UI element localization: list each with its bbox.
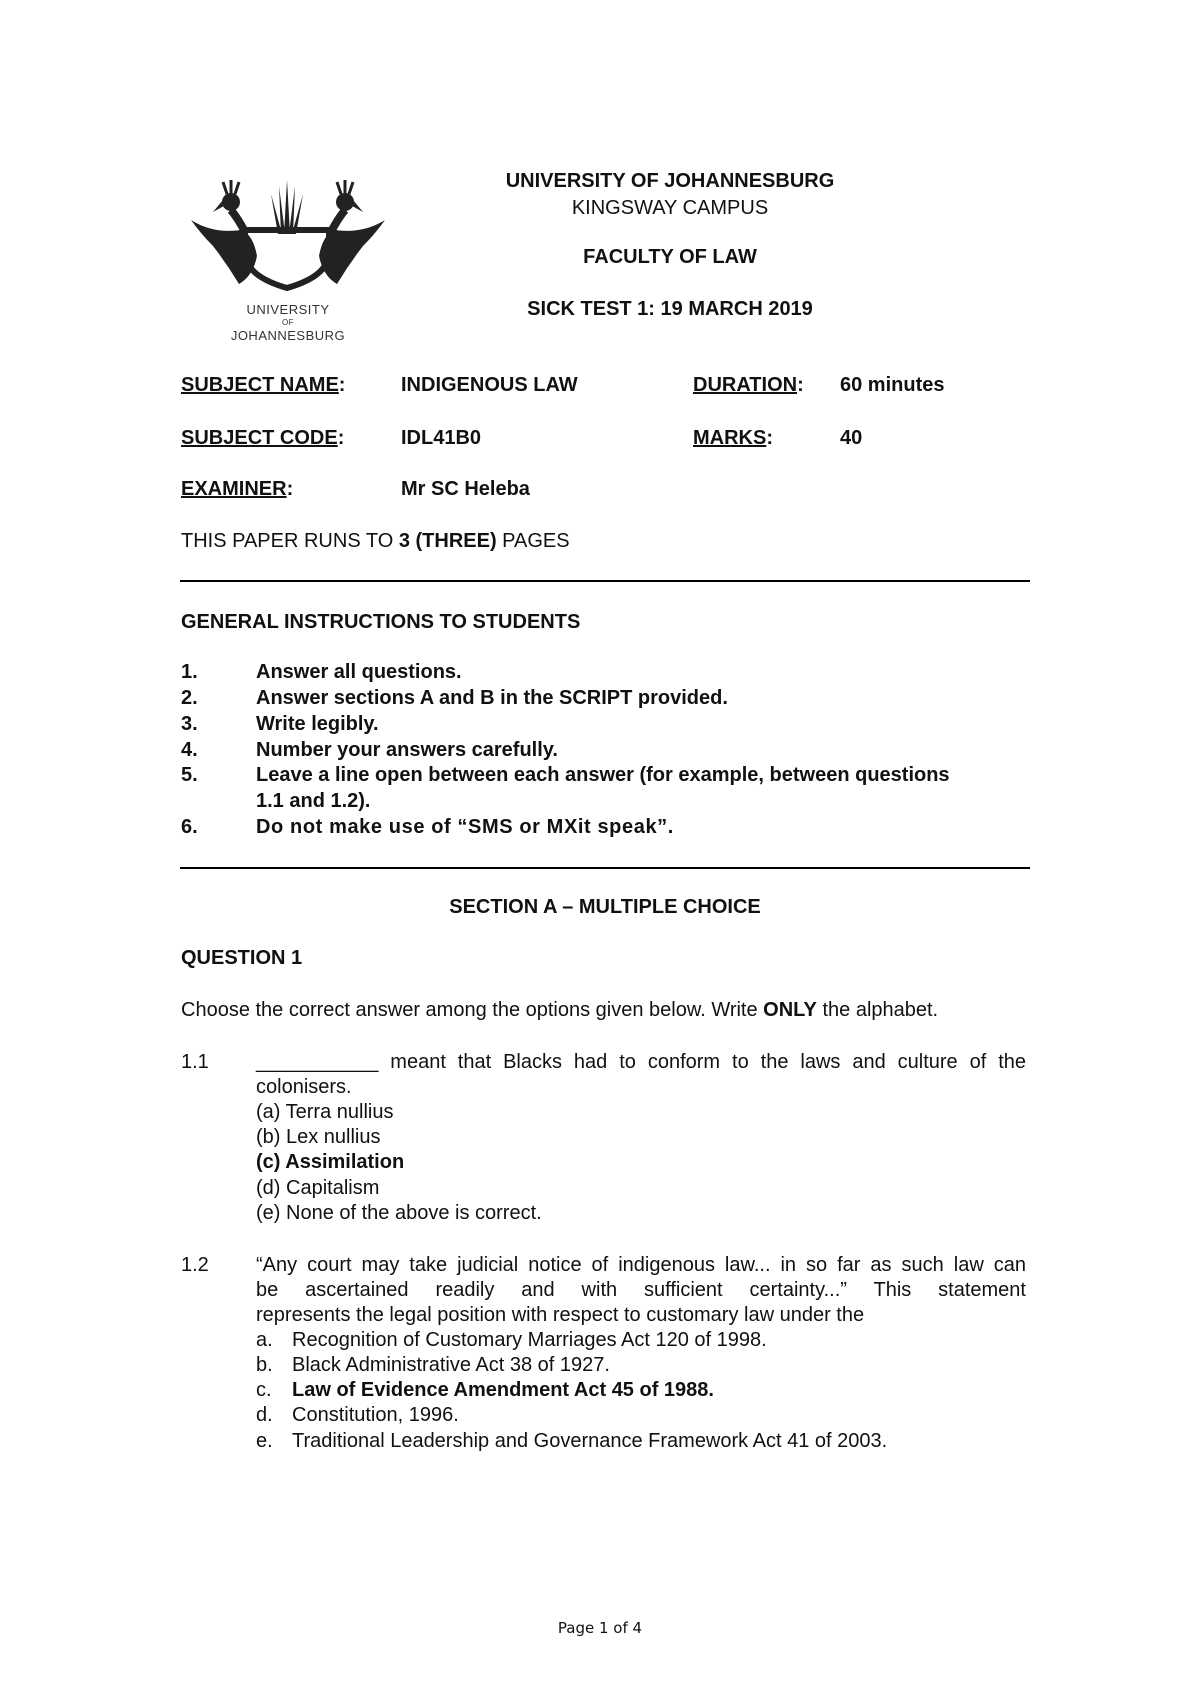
- subject-code-value: IDL41B0: [401, 427, 482, 449]
- answer-option: (a) Terra nullius: [256, 1101, 394, 1123]
- question-text-continued: represents the legal position with respect to customary law under the: [256, 1304, 865, 1326]
- answer-option: d. Constitution, 1996.: [256, 1404, 459, 1426]
- logo-johannesburg-text: JOHANNESBURG: [230, 328, 346, 343]
- question-text-continued: be ascertained readily and with sufficient certainty...” This statement: [256, 1279, 1026, 1301]
- instruction-text: Write legibly.: [256, 713, 379, 735]
- instruction-text: Answer all questions.: [256, 661, 462, 683]
- university-logo: [183, 172, 393, 350]
- instruction-number: 5.: [181, 764, 198, 786]
- divider: [180, 867, 1030, 869]
- divider: [180, 580, 1030, 582]
- campus-name: KINGSWAY CAMPUS: [571, 197, 769, 219]
- question-text: ___________ meant that Blacks had to conform to the laws and culture of the: [256, 1051, 1026, 1073]
- marks-label: MARKS:: [693, 427, 774, 449]
- examiner-value: Mr SC Heleba: [401, 478, 530, 500]
- examiner-label: EXAMINER:: [181, 478, 294, 500]
- page-number: Page 1 of 4: [557, 1619, 643, 1637]
- subject-name-value: INDIGENOUS LAW: [401, 374, 578, 396]
- page-count-note: THIS PAPER RUNS TO 3 (THREE) PAGES: [181, 530, 570, 552]
- instruction-number: 4.: [181, 739, 198, 761]
- subject-code-label: SUBJECT CODE:: [181, 427, 345, 449]
- subject-name-label: SUBJECT NAME:: [181, 374, 346, 396]
- answer-option: a. Recognition of Customary Marriages Act 120 of 1998.: [256, 1329, 767, 1351]
- university-name: UNIVERSITY OF JOHANNESBURG: [505, 170, 835, 192]
- question-instructions: Choose the correct answer among the options given below. Write ONLY the alphabet.: [181, 999, 939, 1021]
- question-number: 1.1: [181, 1051, 209, 1073]
- instruction-number: 2.: [181, 687, 198, 709]
- answer-option-correct: c. Law of Evidence Amendment Act 45 of 1988.: [256, 1379, 714, 1401]
- duration-value: 60 minutes: [840, 374, 945, 396]
- instruction-number: 1.: [181, 661, 198, 683]
- answer-option: b. Black Administrative Act 38 of 1927.: [256, 1354, 610, 1376]
- instruction-text: Number your answers carefully.: [256, 739, 558, 761]
- instructions-title: GENERAL INSTRUCTIONS TO STUDENTS: [181, 611, 581, 633]
- question-text-continued: colonisers.: [256, 1076, 352, 1098]
- instruction-number: 3.: [181, 713, 198, 735]
- logo-university-text: UNIVERSITY: [246, 302, 330, 317]
- instruction-number: 6.: [181, 816, 198, 838]
- logo-of-text: OF: [281, 318, 295, 327]
- answer-option: e. Traditional Leadership and Governance Framework Act 41 of 2003.: [256, 1430, 888, 1452]
- answer-option: (b) Lex nullius: [256, 1126, 381, 1148]
- marks-value: 40: [840, 427, 863, 449]
- answer-option: (e) None of the above is correct.: [256, 1202, 542, 1224]
- instruction-text: Leave a line open between each answer (for example, between questions: [256, 764, 950, 786]
- faculty-name: FACULTY OF LAW: [583, 246, 757, 268]
- question-number: 1.2: [181, 1254, 209, 1276]
- instruction-text-continued: 1.1 and 1.2).: [256, 790, 371, 812]
- section-title: SECTION A – MULTIPLE CHOICE: [449, 896, 761, 918]
- question-text: “Any court may take judicial notice of indigenous law... in so far as such law can: [256, 1254, 1026, 1276]
- answer-option: (d) Capitalism: [256, 1177, 380, 1199]
- hornbill-crest-icon: [183, 172, 393, 297]
- test-title: SICK TEST 1: 19 MARCH 2019: [527, 298, 813, 320]
- answer-option-correct: (c) Assimilation: [256, 1151, 405, 1173]
- instruction-text: Do not make use of “SMS or MXit speak”.: [256, 816, 674, 838]
- question-title: QUESTION 1: [181, 947, 303, 969]
- instruction-text: Answer sections A and B in the SCRIPT provided.: [256, 687, 728, 709]
- duration-label: DURATION:: [693, 374, 804, 396]
